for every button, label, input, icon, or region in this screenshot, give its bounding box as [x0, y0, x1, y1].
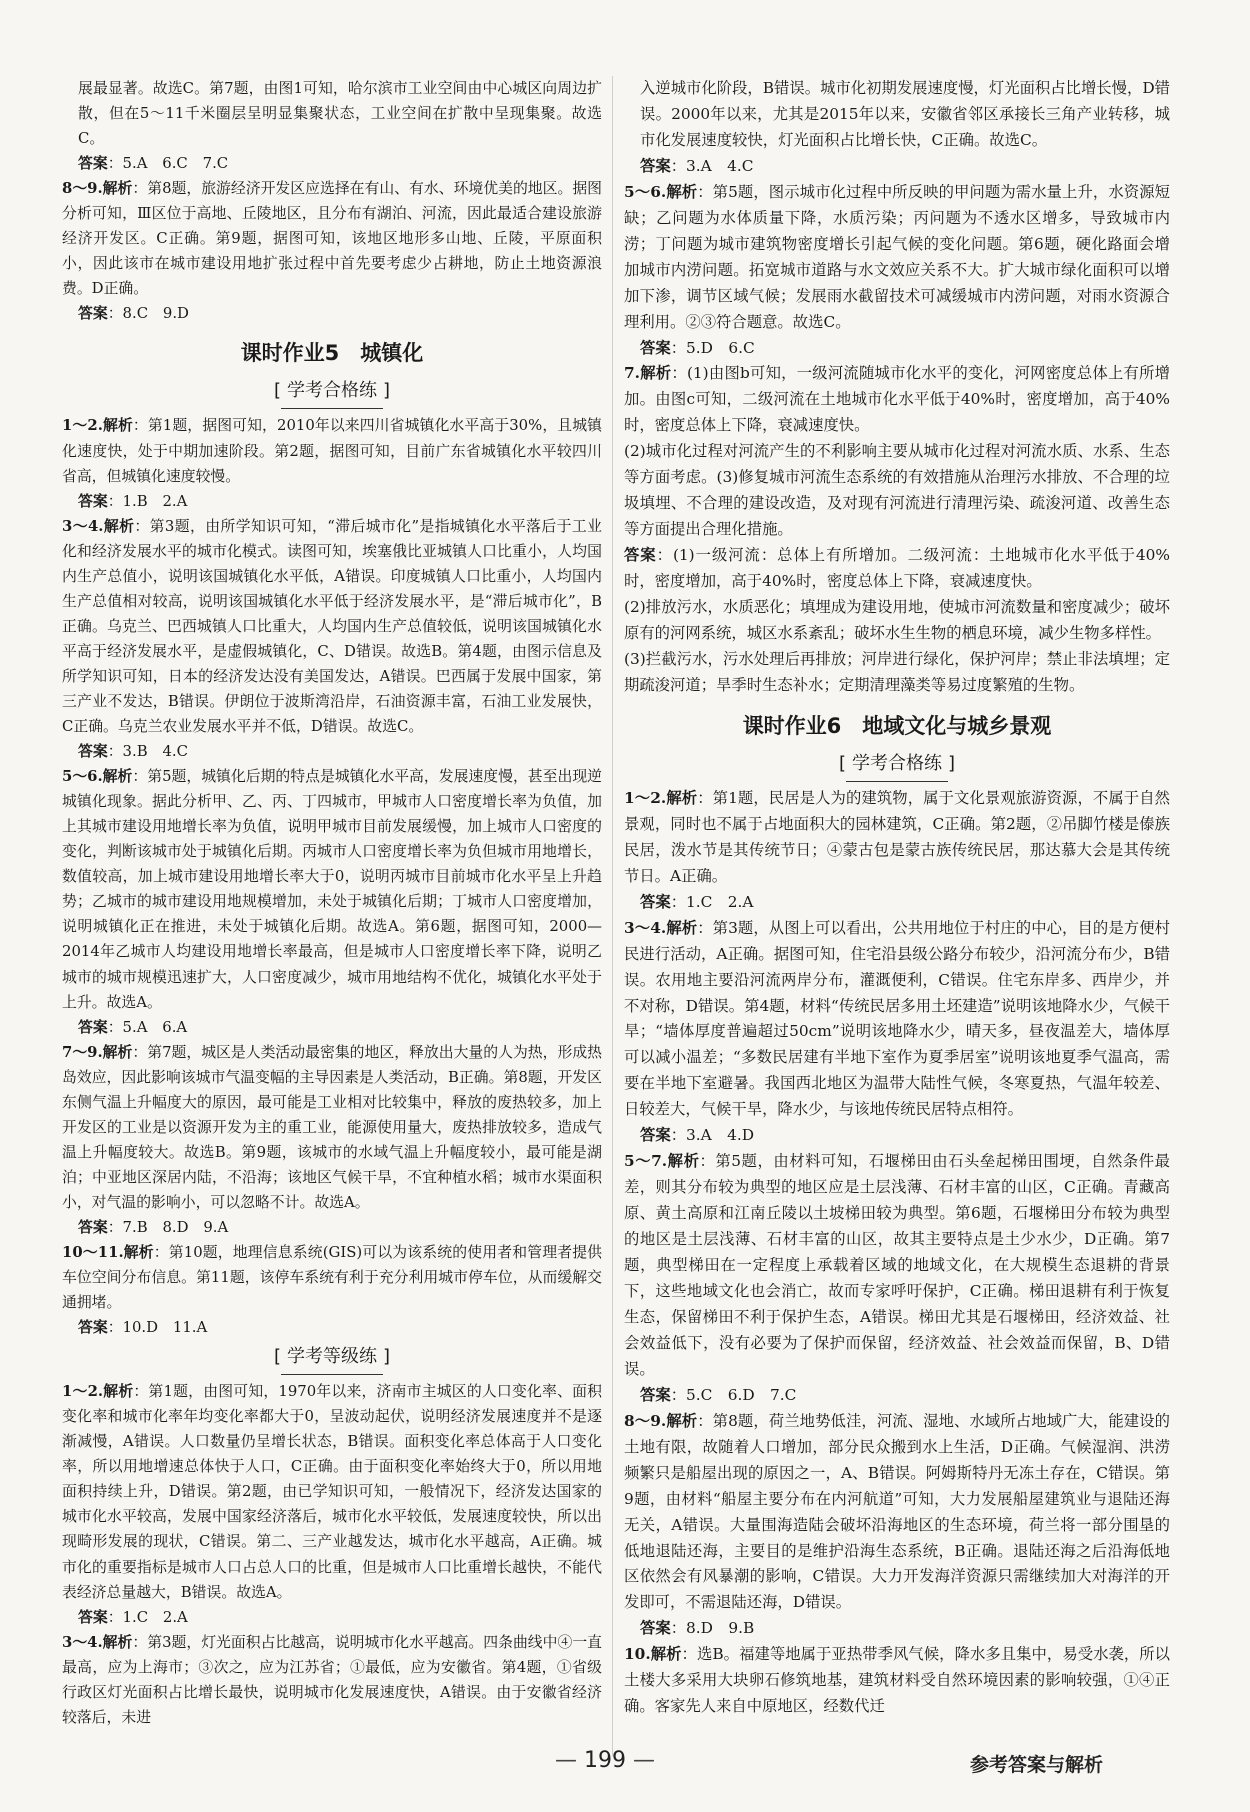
- answer-line: 答案：1.B 2.A: [78, 491, 188, 510]
- right-column: [624, 76, 1170, 1720]
- page-number: — 199 —: [555, 1748, 655, 1773]
- answer-line: 答案：3.B 4.C: [78, 742, 188, 761]
- question-explanation: 3～4.解析：第3题，灯光面积占比越高，说明城市化水平越高。四条曲线中④一直最高，应为上海市；③次之，应为江苏省；①最低，应为安徽省。第4题，①省级行政区灯光面积占比增长最快，说明城市化发展速度快，A错误。由于安徽省经济较落后，未进: [62, 1632, 603, 1726]
- answer-line: 答案：7.B 8.D 9.A: [78, 1217, 229, 1236]
- column-divider: [612, 76, 613, 1756]
- section-title: 课时作业5 城镇化: [240, 341, 424, 366]
- answer-line: 答案：10.D 11.A: [78, 1318, 208, 1337]
- question-explanation: 7～9.解析：第7题，城区是人类活动最密集的地区，释放出大量的人为热，形成热岛效应，因此影响该城市气温变幅的主导因素是人类活动，B正确。第8题，开发区东侧气温上升幅度大的原因，最可能是工业相对比较集中，释放的废热较多，加上开发区的工业是以资源开发为主的重工业，能源使用量大，废热排放较多，造成气温上升幅度较大。故选B。第9题，该城市的水域气温上升幅度较小，最可能是湖泊；中亚地区深居内陆，不沿海；该地区气候干旱，不宜种植水稻；城市水渠面积小，对气温的影响小，可以忽略不计。故选A。: [62, 1042, 603, 1211]
- question-explanation: 1～2.解析：第1题，民居是人为的建筑物，属于文化景观旅游资源，不属于自然景观，同时也不属于占地面积大的园林建筑，C正确。第2题，②吊脚竹楼是傣族民居，泼水节是其传统节日；④蒙古包是蒙古族传统民居，那达慕大会是其传统节日。A正确。: [624, 788, 1171, 885]
- question-explanation: 3～4.解析：第3题，从图上可以看出，公共用地位于村庄的中心，目的是方便村民进行活动，A正确。据图可知，住宅沿县级公路分布较少，沿河流分布少，B错误。农用地主要沿河流两岸分布，灌溉便利，C错误。住宅东岸多、西岸少，并不对称，D错误。第4题，材料“传统民居多用土坯建造”说明该地降水少，气候干旱；“墙体厚度普遍超过50cm”说明该地降水少，晴天多，昼夜温差大，墙体厚可以减小温差；“多数民居建有半地下室作为夏季居室”说明该地夏季气温高，需要在半地下室避暑。我国西北地区为温带大陆性气候，冬寒夏热，气温年较差、日较差大，气候干旱，降水少，与该地传统民居特点相符。: [624, 918, 1171, 1119]
- answer-line: 答案：5.D 6.C: [640, 338, 755, 357]
- answer-line: 答案：1.C 2.A: [78, 1607, 188, 1626]
- question-explanation: 10～11.解析：第10题，地理信息系统(GIS)可以为该系统的使用者和管理者提供车位空间分布信息。第11题，该停车系统有利于充分利用城市停车位，从而缓解交通拥堵。: [62, 1243, 603, 1312]
- answer-line: 答案：5.A 6.C 7.C: [78, 154, 229, 173]
- left-column: [62, 76, 602, 1730]
- question-explanation: 7.解析：(1)由图b可知，一级河流随城市化水平的变化，河网密度总体上有所增加。由图c可知，二级河流在土地城市化水平低于40%时，密度增加，高于40%时，密度总体上下降，衰减速度快。: [624, 364, 1170, 435]
- answer-line: 答案：3.A 4.C: [640, 156, 754, 175]
- paragraph: 展最显著。故选C。第7题，由图1可知，哈尔滨市工业空间由中心城区向周边扩散，但在5～11千米圈层呈明显集聚状态，工业空间在扩散中呈现集聚。故选C。: [78, 79, 602, 148]
- question-explanation: 8～9.解析：第8题，旅游经济开发区应选择在有山、有水、环境优美的地区。据图分析可知，Ⅲ区位于高地、丘陵地区，且分布有湖泊、河流，因此最适合建设旅游经济开发区。C正确。第9题，据图可知，该地区地形多山地、丘陵，平原面积小，因此该市在城市建设用地扩张过程中首先要考虑少占耕地，防止土地资源浪费。D正确。: [62, 179, 603, 298]
- answer-line: 答案：5.A 6.A: [78, 1017, 188, 1036]
- paragraph: (2)城市化过程对河流产生的不利影响主要从城市化过程对河流水质、水系、生态等方面考虑。(3)修复城市河流生态系统的有效措施从治理污水排放、不合理的垃圾填埋、不合理的建设改造，及对现有河流进行清理污染、疏浚河道、改善生态等方面提出合理化措施。: [624, 442, 1170, 539]
- question-explanation: 10.解析：选B。福建等地属于亚热带季风气候，降水多且集中，易受水袭，所以土楼大多采用大块卵石修筑地基，建筑材料受自然环境因素的影响较强，①④正确。客家先人来自中原地区，经数代迁: [624, 1645, 1171, 1716]
- paragraph: (2)排放污水，水质恶化；填埋成为建设用地，使城市河流数量和密度减少；破坏原有的河网系统，城区水系紊乱；破坏水生生物的栖息环境，减少生物多样性。: [624, 598, 1170, 643]
- answer-line: 答案：1.C 2.A: [640, 892, 754, 911]
- answer-line: 答案：(1)一级河流：总体上有所增加。二级河流：土地城市化水平低于40%时，密度增加，高于40%时，密度总体上下降，衰减速度快。: [624, 546, 1171, 591]
- subsection-title: [ 学考合格练 ]: [624, 747, 1170, 782]
- answer-line: 答案：8.D 9.B: [640, 1619, 755, 1638]
- question-explanation: 5～6.解析：第5题，图示城市化过程中所反映的甲问题为需水量上升，水资源短缺；乙问题为水体质量下降，水质污染；丙问题为不透水区增多，导致城市内涝；丁问题为城市建筑物密度增长引起气候的变化问题。第6题，硬化路面会增加城市内涝问题。拓宽城市道路与水文效应关系不大。扩大城市绿化面积可以增加下渗，调节区域气候；发展雨水截留技术可减缓城市内涝问题，对雨水资源合理利用。②③符合题意。故选C。: [624, 182, 1171, 331]
- question-explanation: 5～6.解析：第5题，城镇化后期的特点是城镇化水平高，发展速度慢，甚至出现逆城镇化现象。据此分析甲、乙、丙、丁四城市，甲城市人口密度增长率为负值，加上其城市建设用地增长率为负值，说明甲城市目前发展缓慢，加上城市人口密度的变化，判断该城市处于城镇化后期。丙城市人口密度增长率为负但城市用地增长，数值较高，加上城市建设用地增长率大于0，说明丙城市目前城市化水平呈上升趋势；乙城市的城市建设用地规模增加，未处于城镇化后期；丁城市人口密度增加，说明城镇化正在推进，未处于城镇化后期。故选A。第6题，据图可知，2000—2014年乙城市人均建设用地增长率最高，但是城市人口密度增长率下降，说明乙城市的城市规模迅速扩大，人口密度减少，城市用地结构不优化，城镇化水平处于上升。故选A。: [62, 767, 603, 1011]
- question-explanation: 3～4.解析：第3题，由所学知识可知，“滞后城市化”是指城镇化水平落后于工业化和经济发展水平的城市化模式。读图可知，埃塞俄比亚城镇人口比重小，人均国内生产总值小，说明该国城镇化水平低，A错误。印度城镇人口比重小，人均国内生产总值相对较高，说明该国城镇化水平低于经济发展水平，是“滞后城市化”，B正确。乌克兰、巴西城镇人口比重大，人均国内生产总值较低，说明该国城镇化水平高于经济发展水平，是虚假城镇化，C、D错误。故选B。第4题，由图示信息及所学知识可知，日本的经济发达没有美国发达，A错误。巴西属于发展中国家，第三产业不发达，B错误。伊朗位于波斯湾沿岸，石油资源丰富，石油工业发展快，C正确。乌克兰农业发展水平并不低，D错误。故选C。: [62, 516, 603, 736]
- question-explanation: 1～2.解析：第1题，由图可知，1970年以来，济南市主城区的人口变化率、面积变化率和城市化率年均变化率都大于0，呈波动起伏，说明经济发展速度并不是逐渐减慢，A错误。人口数量仍呈增长状态，B错误。面积变化率总体高于人口变化率，所以用地增速总体快于人口，C正确。由于面积变化率始终大于0，所以用地面积持续上升，D错误。第2题，由已学知识可知，一般情况下，经济发达国家的城市化水平较高，发展中国家经济落后，城市化水平较低，发展速度较快，所以出现畸形发展的现状，C错误。第二、三产业越发达，城市化水平越高，A正确。城市化的重要指标是城市人口占总人口的比重，但是城市人口比重增长越快，不能代表经济总量越大，B错误。故选A。: [62, 1382, 603, 1601]
- answer-line: 答案：5.C 6.D 7.C: [640, 1385, 797, 1404]
- subsection-title: [ 学考等级练 ]: [62, 1340, 602, 1375]
- footer-section-label: 参考答案与解析: [970, 1754, 1104, 1776]
- question-explanation: 5～7.解析：第5题，由材料可知，石堰梯田由石头垒起梯田围埂，自然条件最差，则其分布较为典型的地区应是土层浅薄、石材丰富的山区，C正确。青藏高原、黄土高原和江南丘陵以土坡梯田较为典型。第6题，石堰梯田分布较为典型的地区是土层浅薄、石材丰富的山区，故其主要特点是土少水少，D正确。第7题，典型梯田在一定程度上承载着区域的地域文化，在大规模生态退耕的背景下，这些地域文化也会消亡，故而专家呼吁保护，C正确。梯田退耕有利于恢复生态，保留梯田不利于保护生态，A错误。梯田尤其是石堰梯田，经济效益、社会效益低下，没有必要为了保护而保留，经济效益、社会效益而保留，B、D错误。: [624, 1152, 1171, 1378]
- paragraph: (3)拦截污水，污水处理后再排放；河岸进行绿化，保护河岸；禁止非法填埋；定期疏浚河道；旱季时生态补水；定期清理藻类等易过度繁殖的生物。: [624, 649, 1170, 694]
- question-explanation: 8～9.解析：第8题，荷兰地势低洼，河流、湿地、水域所占地域广大，能建设的土地有限，故随着人口增加，部分民众搬到水上生活，D正确。气候湿润、洪涝频繁只是船屋出现的原因之一，A、B错误。阿姆斯特丹无冻土存在，C错误。第9题，由材料“船屋主要分布在内河航道”可知，大力发展船屋建筑业与退陆还海无关，A错误。大量围海造陆会破坏沿海地区的生态环境，荷兰将一部分围垦的低地退陆还海，主要目的是维护沿海生态系统，B正确。退陆还海之后沿海低地区依然会有风暴潮的影响，C错误。大力开发海洋资源只需继续加大对海洋的开发即可，不需退陆还海，D错误。: [624, 1411, 1171, 1612]
- subsection-title: [ 学考合格练 ]: [62, 374, 602, 409]
- question-explanation: 1～2.解析：第1题，据图可知，2010年以来四川省城镇化水平高于30%，且城镇化速度快，处于中期加速阶段。第2题，据图可知，目前广东省城镇化水平较四川省高，但城镇化速度较慢。: [62, 416, 603, 485]
- paragraph: 入逆城市化阶段，B错误。城市化初期发展速度慢，灯光面积占比增长慢，D错误。2000年以来，尤其是2015年以来，安徽省邻区承接长三角产业转移，城市化发展速度较快，灯光面积占比增长快，C正确。故选C。: [640, 79, 1170, 149]
- answer-line: 答案：8.C 9.D: [78, 304, 189, 323]
- answer-line: 答案：3.A 4.D: [640, 1126, 755, 1145]
- section-title: 课时作业6 地域文化与城乡景观: [742, 713, 1052, 738]
